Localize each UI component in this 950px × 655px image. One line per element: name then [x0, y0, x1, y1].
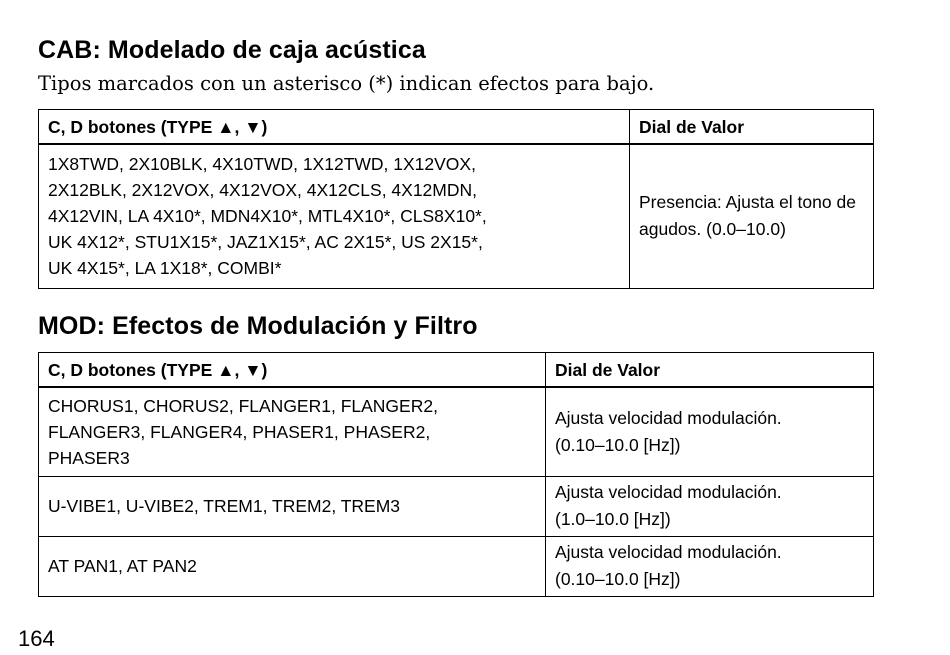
mod-types-cell	[39, 387, 546, 476]
header-value-dial: Dial de Valor	[630, 110, 874, 145]
cab-subtitle: Tipos marcados con un asterisco (*) indican efectos para bajo.	[38, 72, 655, 95]
cab-types-cell	[39, 144, 630, 288]
type-line: UK 4X15*, LA 1X18*, COMBI*	[48, 258, 282, 279]
type-line: 1X8TWD, 2X10BLK, 4X10TWD, 1X12TWD, 1X12VOX,	[48, 154, 476, 175]
type-line: U-VIBE1, U-VIBE2, TREM1, TREM2, TREM3	[48, 496, 401, 516]
type-line: PHASER3	[48, 447, 130, 468]
mod-value-cell	[546, 476, 874, 536]
value-line: (1.0–10.0 [Hz])	[555, 509, 671, 529]
cab-table	[38, 109, 874, 289]
value-line: Ajusta velocidad modulación.	[555, 542, 782, 562]
cab-section-title: CAB: Modelado de caja acústica	[38, 36, 426, 64]
table-header-row	[39, 353, 874, 388]
mod-types-cell	[39, 476, 546, 536]
page-number: 164	[18, 626, 55, 651]
type-line: CHORUS1, CHORUS2, FLANGER1, FLANGER2,	[48, 395, 438, 416]
table-row	[39, 536, 874, 596]
cab-value-cell	[630, 144, 874, 288]
table-row	[39, 387, 874, 476]
mod-value-cell	[546, 536, 874, 596]
header-type-buttons: C, D botones (TYPE ▲, ▼)	[39, 110, 630, 145]
mod-types-cell	[39, 536, 546, 596]
value-line: Ajusta velocidad modulación.	[555, 407, 782, 428]
table-row	[39, 144, 874, 288]
type-line: FLANGER3, FLANGER4, PHASER1, PHASER2,	[48, 421, 431, 442]
header-value-dial: Dial de Valor	[546, 353, 874, 388]
header-type-buttons: C, D botones (TYPE ▲, ▼)	[39, 353, 546, 388]
type-line: 4X12VIN, LA 4X10*, MDN4X10*, MTL4X10*, CLS8X10*,	[48, 206, 487, 227]
mod-value-cell	[546, 387, 874, 476]
value-line: (0.10–10.0 [Hz])	[555, 434, 681, 455]
type-line: 2X12BLK, 2X12VOX, 4X12VOX, 4X12CLS, 4X12MDN,	[48, 180, 477, 201]
value-line: agudos. (0.0–10.0)	[639, 219, 786, 240]
value-line: (0.10–10.0 [Hz])	[555, 569, 681, 589]
type-line: UK 4X12*, STU1X15*, JAZ1X15*, AC 2X15*, US 2X15*,	[48, 232, 483, 253]
table-header-row	[39, 110, 874, 145]
mod-table	[38, 352, 874, 597]
table-row	[39, 476, 874, 536]
value-line: Presencia: Ajusta el tono de	[639, 192, 856, 213]
value-line: Ajusta velocidad modulación.	[555, 482, 782, 502]
type-line: AT PAN1, AT PAN2	[48, 556, 197, 576]
mod-section-title: MOD: Efectos de Modulación y Filtro	[38, 312, 478, 340]
